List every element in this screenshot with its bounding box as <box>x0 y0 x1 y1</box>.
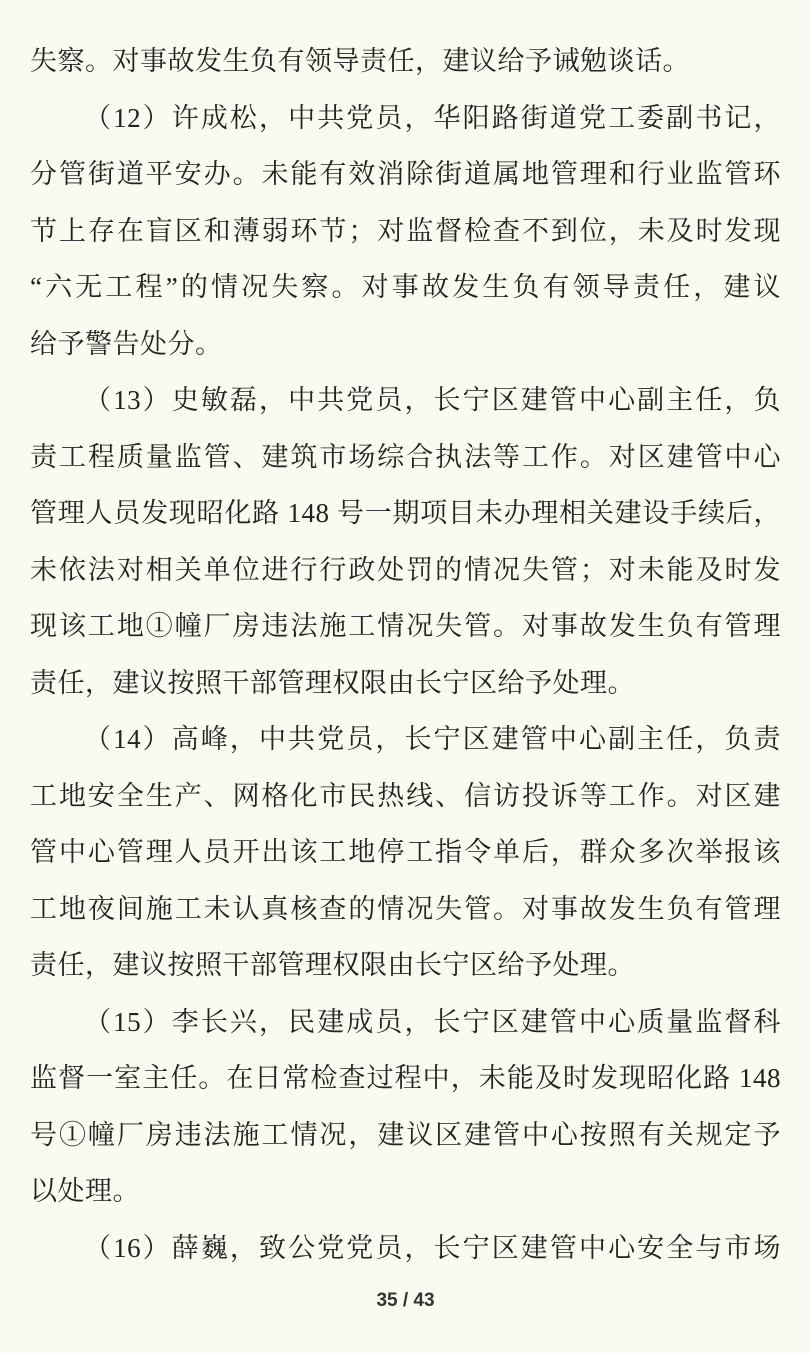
paragraph-item-12 <box>30 90 781 373</box>
text-line: 分管街道平安办。未能有效消除街道属地管理和行业监管环 <box>30 159 781 189</box>
text-line: “六无工程”的情况失察。对事故发生负有领导责任，建议 <box>30 272 781 302</box>
text-line: 责任，建议按照干部管理权限由长宁区给予处理。 <box>30 667 635 698</box>
text-line: 现该工地①幢厂房违法施工情况失管。对事故发生负有管理 <box>30 611 781 641</box>
paragraph-item-14 <box>30 711 781 994</box>
text-line: （15）李长兴，民建成员，长宁区建管中心质量监督科 <box>84 1006 781 1037</box>
text-line: （14）高峰，中共党员，长宁区建管中心副主任，负责 <box>84 724 781 754</box>
text-line: 节上存在盲区和薄弱环节；对监督检查不到位，未及时发现 <box>30 215 781 246</box>
text-line: 以处理。 <box>30 1176 140 1206</box>
text-line: 管中心管理人员开出该工地停工指令单后，群众多次举报该 <box>30 837 781 867</box>
page-number: 35 / 43 <box>376 1290 435 1311</box>
paragraph-item-16 <box>30 1220 781 1277</box>
text-line: 管理人员发现昭化路 148 号一期项目未办理相关建设手续后， <box>30 498 781 528</box>
text-line: 给予警告处分。 <box>30 328 223 359</box>
paragraph-item-13 <box>30 372 781 711</box>
text-line: （12）许成松，中共党员，华阳路街道党工委副书记， <box>84 102 781 133</box>
text-line: 工地夜间施工未认真核查的情况失管。对事故发生负有管理 <box>30 893 781 924</box>
text-line: 责任，建议按照干部管理权限由长宁区给予处理。 <box>30 950 635 980</box>
text-line: 监督一室主任。在日常检查过程中，未能及时发现昭化路 148 <box>30 1063 781 1093</box>
document-body <box>30 33 781 1276</box>
text-line: （13）史敏磊，中共党员，长宁区建管中心副主任，负 <box>84 385 781 415</box>
text-line: 号①幢厂房违法施工情况，建议区建管中心按照有关规定予 <box>30 1119 781 1150</box>
text-line: 工地安全生产、网格化市民热线、信访投诉等工作。对区建 <box>30 780 781 811</box>
text-line: 未依法对相关单位进行行政处罚的情况失管；对未能及时发 <box>30 554 781 585</box>
paragraph-continuation <box>30 33 781 90</box>
text-line: 失察。对事故发生负有领导责任，建议给予诫勉谈话。 <box>30 46 690 76</box>
text-line: （16）薛巍，致公党党员，长宁区建管中心安全与市场 <box>84 1232 781 1263</box>
text-line: 责工程质量监管、建筑市场综合执法等工作。对区建管中心 <box>30 441 781 472</box>
paragraph-item-15 <box>30 994 781 1220</box>
